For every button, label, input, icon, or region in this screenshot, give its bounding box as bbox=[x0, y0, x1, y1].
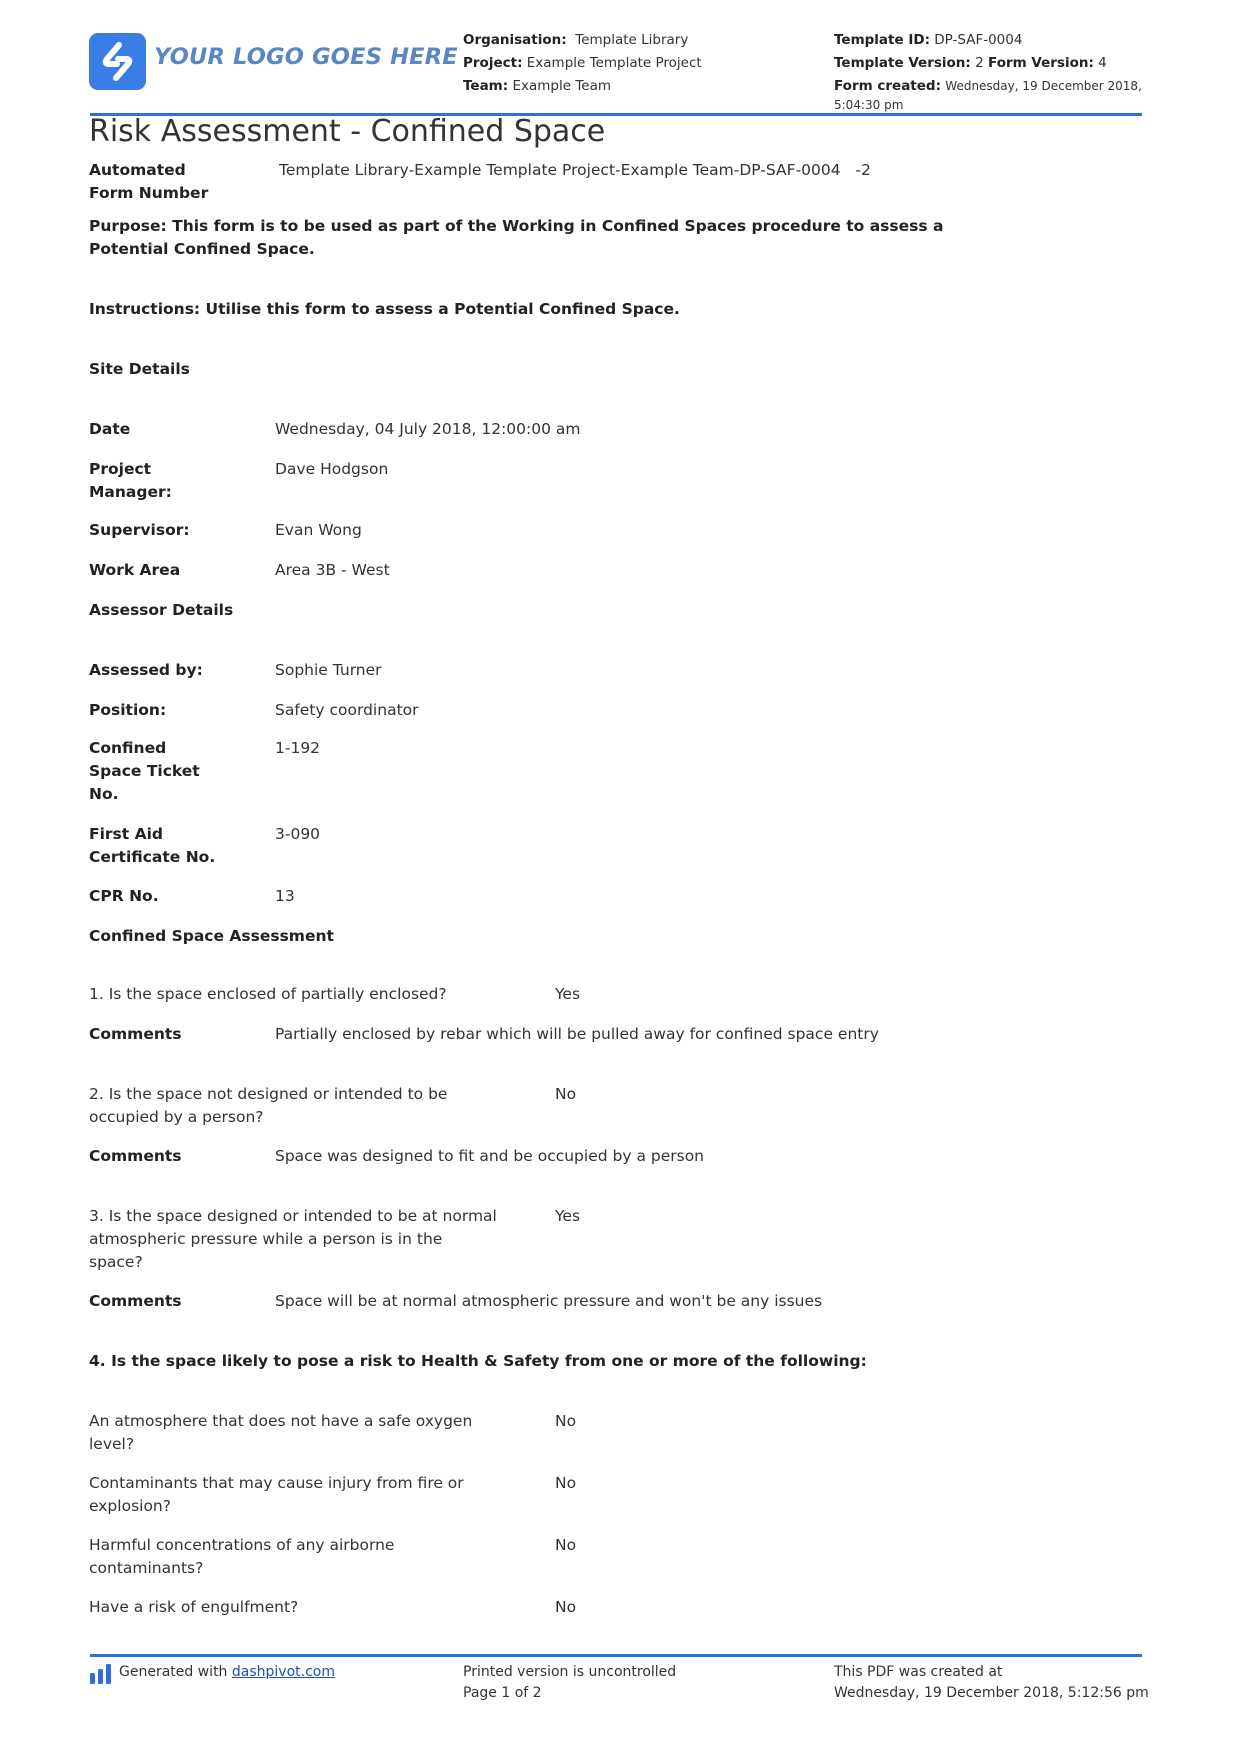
q1-comments-label: Comments bbox=[89, 1025, 182, 1043]
purpose-line-1: Purpose: This form is to be used as part of the Working in Confined Spaces procedure to assess a bbox=[89, 217, 944, 235]
risk-fire-line-1: Contaminants that may cause injury from fire or bbox=[89, 1474, 464, 1492]
form-number-label-1: Automated bbox=[89, 161, 186, 179]
form-version-value: 4 bbox=[1098, 55, 1107, 71]
risk-oxygen-line-2: level? bbox=[89, 1435, 135, 1453]
ticket-value: 1-192 bbox=[275, 739, 321, 757]
first-aid-label-2: Certificate No. bbox=[89, 848, 216, 866]
supervisor-value: Evan Wong bbox=[275, 521, 362, 539]
project-line bbox=[463, 52, 702, 75]
logo-mark bbox=[89, 33, 146, 90]
form-number-label-2: Form Number bbox=[89, 184, 209, 202]
q3-answer: Yes bbox=[555, 1207, 581, 1225]
dashpivot-bars-icon bbox=[90, 1664, 114, 1684]
project-manager-label-1: Project bbox=[89, 460, 152, 478]
pdf-created-line-1: This PDF was created at bbox=[834, 1664, 1003, 1680]
project-label: Project: bbox=[463, 55, 523, 71]
template-id-line bbox=[834, 29, 1022, 52]
organisation-value: Template Library bbox=[575, 32, 689, 48]
risk-oxygen-line-1: An atmosphere that does not have a safe oxygen bbox=[89, 1412, 473, 1430]
footer-rule bbox=[90, 1654, 1142, 1657]
logo-text: YOUR LOGO GOES HERE bbox=[154, 44, 458, 70]
dashpivot-link[interactable]: dashpivot.com bbox=[231, 1664, 335, 1680]
ticket-label-1: Confined bbox=[89, 739, 167, 757]
generated-text: Generated with bbox=[119, 1664, 228, 1680]
project-manager-label-2: Manager: bbox=[89, 483, 172, 501]
assessed-by-label: Assessed by: bbox=[89, 661, 203, 679]
work-area-value: Area 3B - West bbox=[275, 561, 390, 579]
cpr-label: CPR No. bbox=[89, 887, 159, 905]
form-created-label: Form created: bbox=[834, 78, 941, 94]
first-aid-value: 3-090 bbox=[275, 825, 321, 843]
team-value: Example Team bbox=[512, 78, 611, 94]
q1-comment: Partially enclosed by rebar which will be pulled away for confined space entry bbox=[275, 1025, 879, 1043]
page-number: Page 1 of 2 bbox=[463, 1685, 542, 1701]
logo-icon bbox=[89, 33, 146, 90]
template-version-value: 2 bbox=[975, 55, 984, 71]
assessor-details-heading: Assessor Details bbox=[89, 601, 234, 619]
risk-engulfment-line-1: Have a risk of engulfment? bbox=[89, 1598, 299, 1616]
pdf-created-line-2: Wednesday, 19 December 2018, 5:12:56 pm bbox=[834, 1685, 1149, 1701]
q3-comments-label: Comments bbox=[89, 1292, 182, 1310]
assessment-heading: Confined Space Assessment bbox=[89, 927, 334, 945]
q1-answer: Yes bbox=[555, 985, 581, 1003]
generated-with bbox=[119, 1662, 335, 1683]
q3-text-line-1: 3. Is the space designed or intended to be at normal bbox=[89, 1207, 497, 1225]
template-version-label: Template Version: bbox=[834, 55, 971, 71]
risk-engulfment-answer: No bbox=[555, 1598, 577, 1616]
q2-comments-label: Comments bbox=[89, 1147, 182, 1165]
instructions: Instructions: Utilise this form to assess a Potential Confined Space. bbox=[89, 300, 680, 318]
q2-comment: Space was designed to fit and be occupied by a person bbox=[275, 1147, 704, 1165]
q2-text-line-2: occupied by a person? bbox=[89, 1108, 264, 1126]
risk-airborne-answer: No bbox=[555, 1536, 577, 1554]
form-created-line bbox=[834, 75, 1142, 98]
uncontrolled-text: Printed version is uncontrolled bbox=[463, 1664, 677, 1680]
risk-airborne-line-2: contaminants? bbox=[89, 1559, 204, 1577]
q2-answer: No bbox=[555, 1085, 577, 1103]
position-label: Position: bbox=[89, 701, 167, 719]
template-id-value: DP-SAF-0004 bbox=[934, 32, 1023, 48]
date-label: Date bbox=[89, 420, 131, 438]
q3-comment: Space will be at normal atmospheric pressure and won't be any issues bbox=[275, 1292, 823, 1310]
team-line bbox=[463, 75, 611, 98]
form-version-label: Form Version: bbox=[988, 55, 1094, 71]
first-aid-label-1: First Aid bbox=[89, 825, 163, 843]
risk-fire-line-2: explosion? bbox=[89, 1497, 171, 1515]
q1-text: 1. Is the space enclosed of partially enclosed? bbox=[89, 985, 447, 1003]
q3-text-line-3: space? bbox=[89, 1253, 143, 1271]
work-area-label: Work Area bbox=[89, 561, 181, 579]
site-details-heading: Site Details bbox=[89, 360, 190, 378]
project-value: Example Template Project bbox=[526, 55, 702, 71]
form-created-value: Wednesday, 19 December 2018, bbox=[945, 79, 1142, 93]
date-value: Wednesday, 04 July 2018, 12:00:00 am bbox=[275, 420, 581, 438]
risk-oxygen-answer: No bbox=[555, 1412, 577, 1430]
purpose-line-2: Potential Confined Space. bbox=[89, 240, 315, 258]
ticket-label-3: No. bbox=[89, 785, 119, 803]
organisation-label: Organisation: bbox=[463, 32, 567, 48]
form-number-value: Template Library-Example Template Project-Example Team-DP-SAF-0004 -2 bbox=[279, 161, 871, 179]
q4-heading: 4. Is the space likely to pose a risk to Health & Safety from one or more of the following: bbox=[89, 1352, 867, 1370]
position-value: Safety coordinator bbox=[275, 701, 419, 719]
template-version-line bbox=[834, 52, 1107, 75]
page-title: Risk Assessment - Confined Space bbox=[89, 114, 606, 149]
form-created-time: 5:04:30 pm bbox=[834, 98, 904, 112]
template-id-label: Template ID: bbox=[834, 32, 930, 48]
assessed-by-value: Sophie Turner bbox=[275, 661, 382, 679]
ticket-label-2: Space Ticket bbox=[89, 762, 200, 780]
cpr-value: 13 bbox=[275, 887, 295, 905]
organisation-line bbox=[463, 29, 688, 52]
q3-text-line-2: atmospheric pressure while a person is in the bbox=[89, 1230, 443, 1248]
risk-fire-answer: No bbox=[555, 1474, 577, 1492]
team-label: Team: bbox=[463, 78, 509, 94]
project-manager-value: Dave Hodgson bbox=[275, 460, 389, 478]
supervisor-label: Supervisor: bbox=[89, 521, 190, 539]
q2-text-line-1: 2. Is the space not designed or intended to be bbox=[89, 1085, 448, 1103]
risk-airborne-line-1: Harmful concentrations of any airborne bbox=[89, 1536, 395, 1554]
